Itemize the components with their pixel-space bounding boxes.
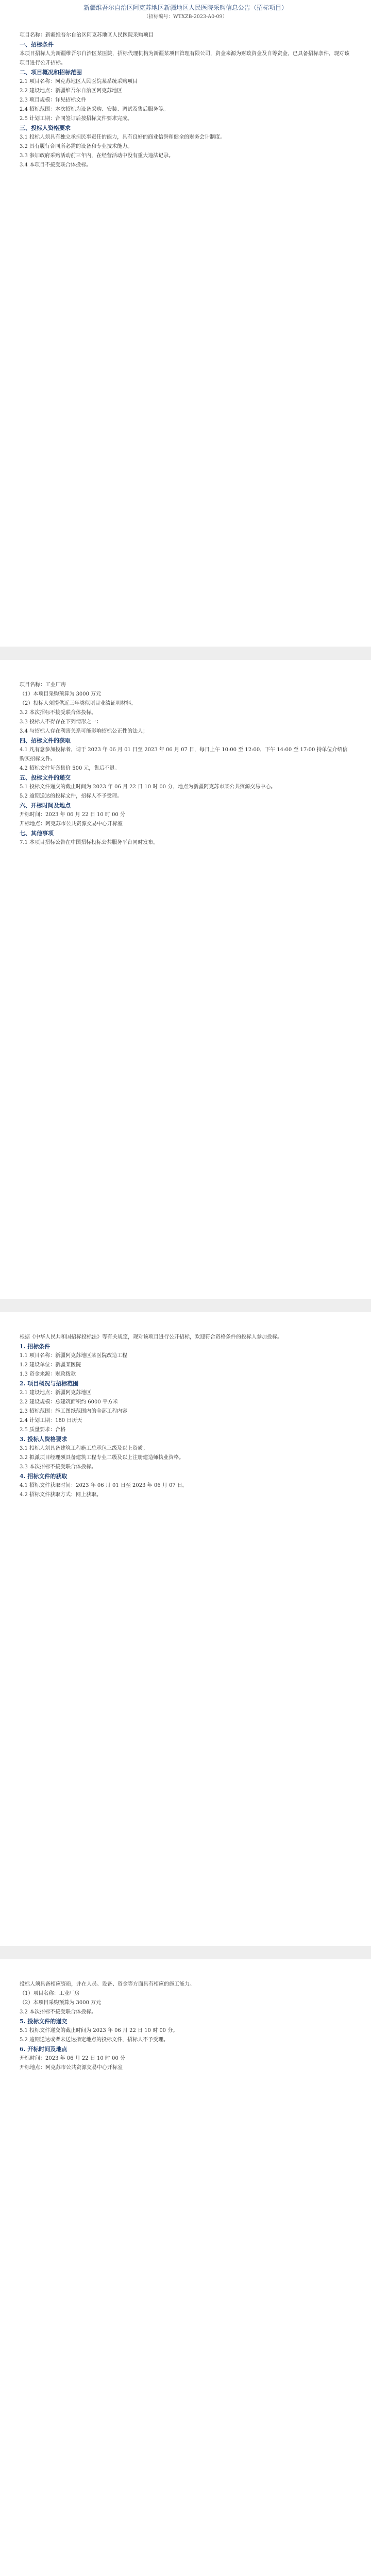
page3-line: 4.1 招标文件获取时间：2023 年 06 月 01 日至 2023 年 06 月 07 日。: [20, 1483, 188, 1488]
page1-line: 3.1 投标人须具有独立承担民事责任的能力，具有良好的商业信誉和健全的财务会计制度。: [20, 134, 226, 140]
page3-line: 4.2 招标文件获取方式：网上获取。: [20, 1492, 102, 1498]
section-heading: 3. 投标人资格要求: [20, 1436, 68, 1443]
page1-body: [20, 31, 349, 170]
page2-line: 开标时间：2023 年 06 月 22 日 10 时 00 分: [20, 812, 125, 818]
page4-line: 开标地点：阿克苏市公共资源交易中心开标室: [20, 2065, 123, 2071]
document-title: 新疆维吾尔自治区阿克苏地区新疆地区人民医院采购信息公告（招标项目）: [83, 4, 288, 11]
page1-line: 本项目招标人为新疆维吾尔自治区某医院，招标代理机构为新疆某项目管理有限公司，资金来源为财政资金及自筹资金，已具备招标条件，现对该项目进行公开招标。: [20, 51, 349, 66]
page4-line: （1）项目名称：工业厂房: [20, 1991, 80, 1996]
page3-line: 1.3 资金来源：财政拨款: [20, 1371, 76, 1377]
section-heading: 5. 投标文件的递交: [20, 2018, 68, 2025]
section-heading: 2. 项目概况与招标范围: [20, 1380, 79, 1387]
document-page-3: [0, 1312, 371, 1946]
page3-line: 3.3 本次招标不接受联合体投标。: [20, 1464, 97, 1470]
page2-line: 3.3 投标人不得存在下列情形之一：: [20, 719, 102, 725]
page1-line: 项目名称：新疆维吾尔自治区阿克苏地区人民医院采购项目: [20, 32, 154, 38]
section-heading: 七、其他事项: [20, 830, 54, 837]
page1-line: 2.3 项目规模：详见招标文件: [20, 97, 87, 103]
page3-line: 2.1 建设地点：新疆阿克苏地区: [20, 1390, 92, 1396]
page3-line: 2.4 计划工期：180 日历天: [20, 1418, 82, 1423]
page1-line: 3.4 本项目不接受联合体投标。: [20, 162, 92, 168]
page-divider: [0, 1946, 371, 1959]
page-divider: [0, 647, 371, 660]
section-heading: 6. 开标时间及地点: [20, 2046, 68, 2053]
section-heading: 二、项目概况和招标范围: [20, 69, 82, 76]
page4-line: 开标时间：2023 年 06 月 22 日 10 时 00 分: [20, 2056, 125, 2061]
page2-body: [20, 681, 349, 848]
page1-line: 2.5 计划工期：合同签订后按招标文件要求完成。: [20, 116, 133, 122]
page2-line: （2）投标人须提供近三年类似项目业绩证明材料。: [20, 701, 137, 706]
section-heading: 六、开标时间及地点: [20, 802, 71, 809]
page4-line: 5.1 投标文件递交的截止时间为 2023 年 06 月 22 日 10 时 00 分。: [20, 2028, 178, 2033]
page2-line: 3.2 本次招标不接受联合体投标。: [20, 710, 97, 716]
page2-line: 5.1 投标文件递交的截止时间为 2023 年 06 月 22 日 10 时 00 分，地点为新疆阿克苏市某公共资源交易中心。: [20, 784, 276, 790]
page4-line: 投标人须具备相应资质，并在人员、设备、资金等方面具有相应的施工能力。: [20, 1981, 195, 1987]
section-heading: 四、招标文件的获取: [20, 737, 71, 744]
page4-body: [20, 1980, 349, 2073]
page2-line: 5.2 逾期送达的投标文件，招标人不予受理。: [20, 793, 123, 799]
page4-line: 5.2 逾期送达或者未送达指定地点的投标文件，招标人不予受理。: [20, 2037, 169, 2043]
document-page-2: [0, 660, 371, 1299]
page1-line: 2.4 招标范围：本次招标为设备采购、安装、调试及售后服务等。: [20, 107, 169, 112]
page4-line: （2）本项目采购预算为 3000 万元: [20, 2000, 102, 2006]
page3-line: 根据《中华人民共和国招标投标法》等有关规定，现对该项目进行公开招标，欢迎符合资格条件的投标人参加投标。: [20, 1334, 282, 1340]
page1-line: 2.1 项目名称：阿克苏地区人民医院某系统采购项目: [20, 79, 138, 84]
document-subtitle: （招标编号：WTXZB-2023-A0-09）: [144, 14, 227, 20]
page2-line: 3.4 与招标人存在利害关系可能影响招标公正性的法人；: [20, 728, 148, 734]
page3-line: 3.2 拟派项目经理须具备建筑工程专业二级及以上注册建造师执业资格。: [20, 1455, 184, 1461]
page3-line: 1.1 项目名称：新疆阿克苏地区某医院改造工程: [20, 1353, 128, 1359]
page3-line: 1.2 建设单位：新疆某医院: [20, 1362, 81, 1368]
section-heading: 三、投标人资格要求: [20, 125, 71, 131]
page2-line: 4.1 凡有意参加投标者，请于 2023 年 06 月 01 日至 2023 年 06 月 07 日，每日上午 10:00 至 12:00，下午 14:00 至 17:00 持单位介绍信购买招标文件。: [20, 747, 348, 762]
page3-line: 2.3 招标范围：施工图纸范围内的全部工程内容: [20, 1409, 128, 1414]
page-divider: [0, 1299, 371, 1312]
page2-line: 项目名称：工业厂房: [20, 682, 66, 688]
page1-line: 3.3 参加政府采购活动前三年内，在经营活动中没有重大违法记录。: [20, 153, 174, 159]
page4-line: 3.2 本次招标不接受联合体投标。: [20, 2009, 97, 2015]
page2-line: 开标地点：阿克苏市公共资源交易中心开标室: [20, 821, 123, 827]
page2-line: （1）本项目采购预算为 3000 万元: [20, 691, 102, 697]
page3-body: [20, 1333, 349, 1500]
section-heading: 1. 招标条件: [20, 1343, 50, 1350]
page3-line: 2.2 建设规模：总建筑面积约 6000 平方米: [20, 1399, 118, 1405]
page1-line: 2.2 建设地点：新疆维吾尔自治区阿克苏地区: [20, 88, 123, 94]
page3-line: 3.1 投标人须具备建筑工程施工总承包三级及以上资质。: [20, 1446, 148, 1451]
document-page-4: [0, 1959, 371, 2576]
page3-line: 2.5 质量要求：合格: [20, 1427, 66, 1433]
page2-line: 7.1 本项目招标公告在中国招标投标公共服务平台同时发布。: [20, 840, 159, 845]
section-heading: 一、招标条件: [20, 41, 54, 48]
page1-line: 3.2 具有履行合同所必需的设备和专业技术能力。: [20, 144, 133, 149]
document-page-1: [0, 0, 371, 647]
section-heading: 五、投标文件的递交: [20, 774, 71, 781]
section-heading: 4. 招标文件的获取: [20, 1473, 68, 1480]
page2-line: 4.2 招标文件每套售价 500 元，售后不退。: [20, 766, 120, 771]
